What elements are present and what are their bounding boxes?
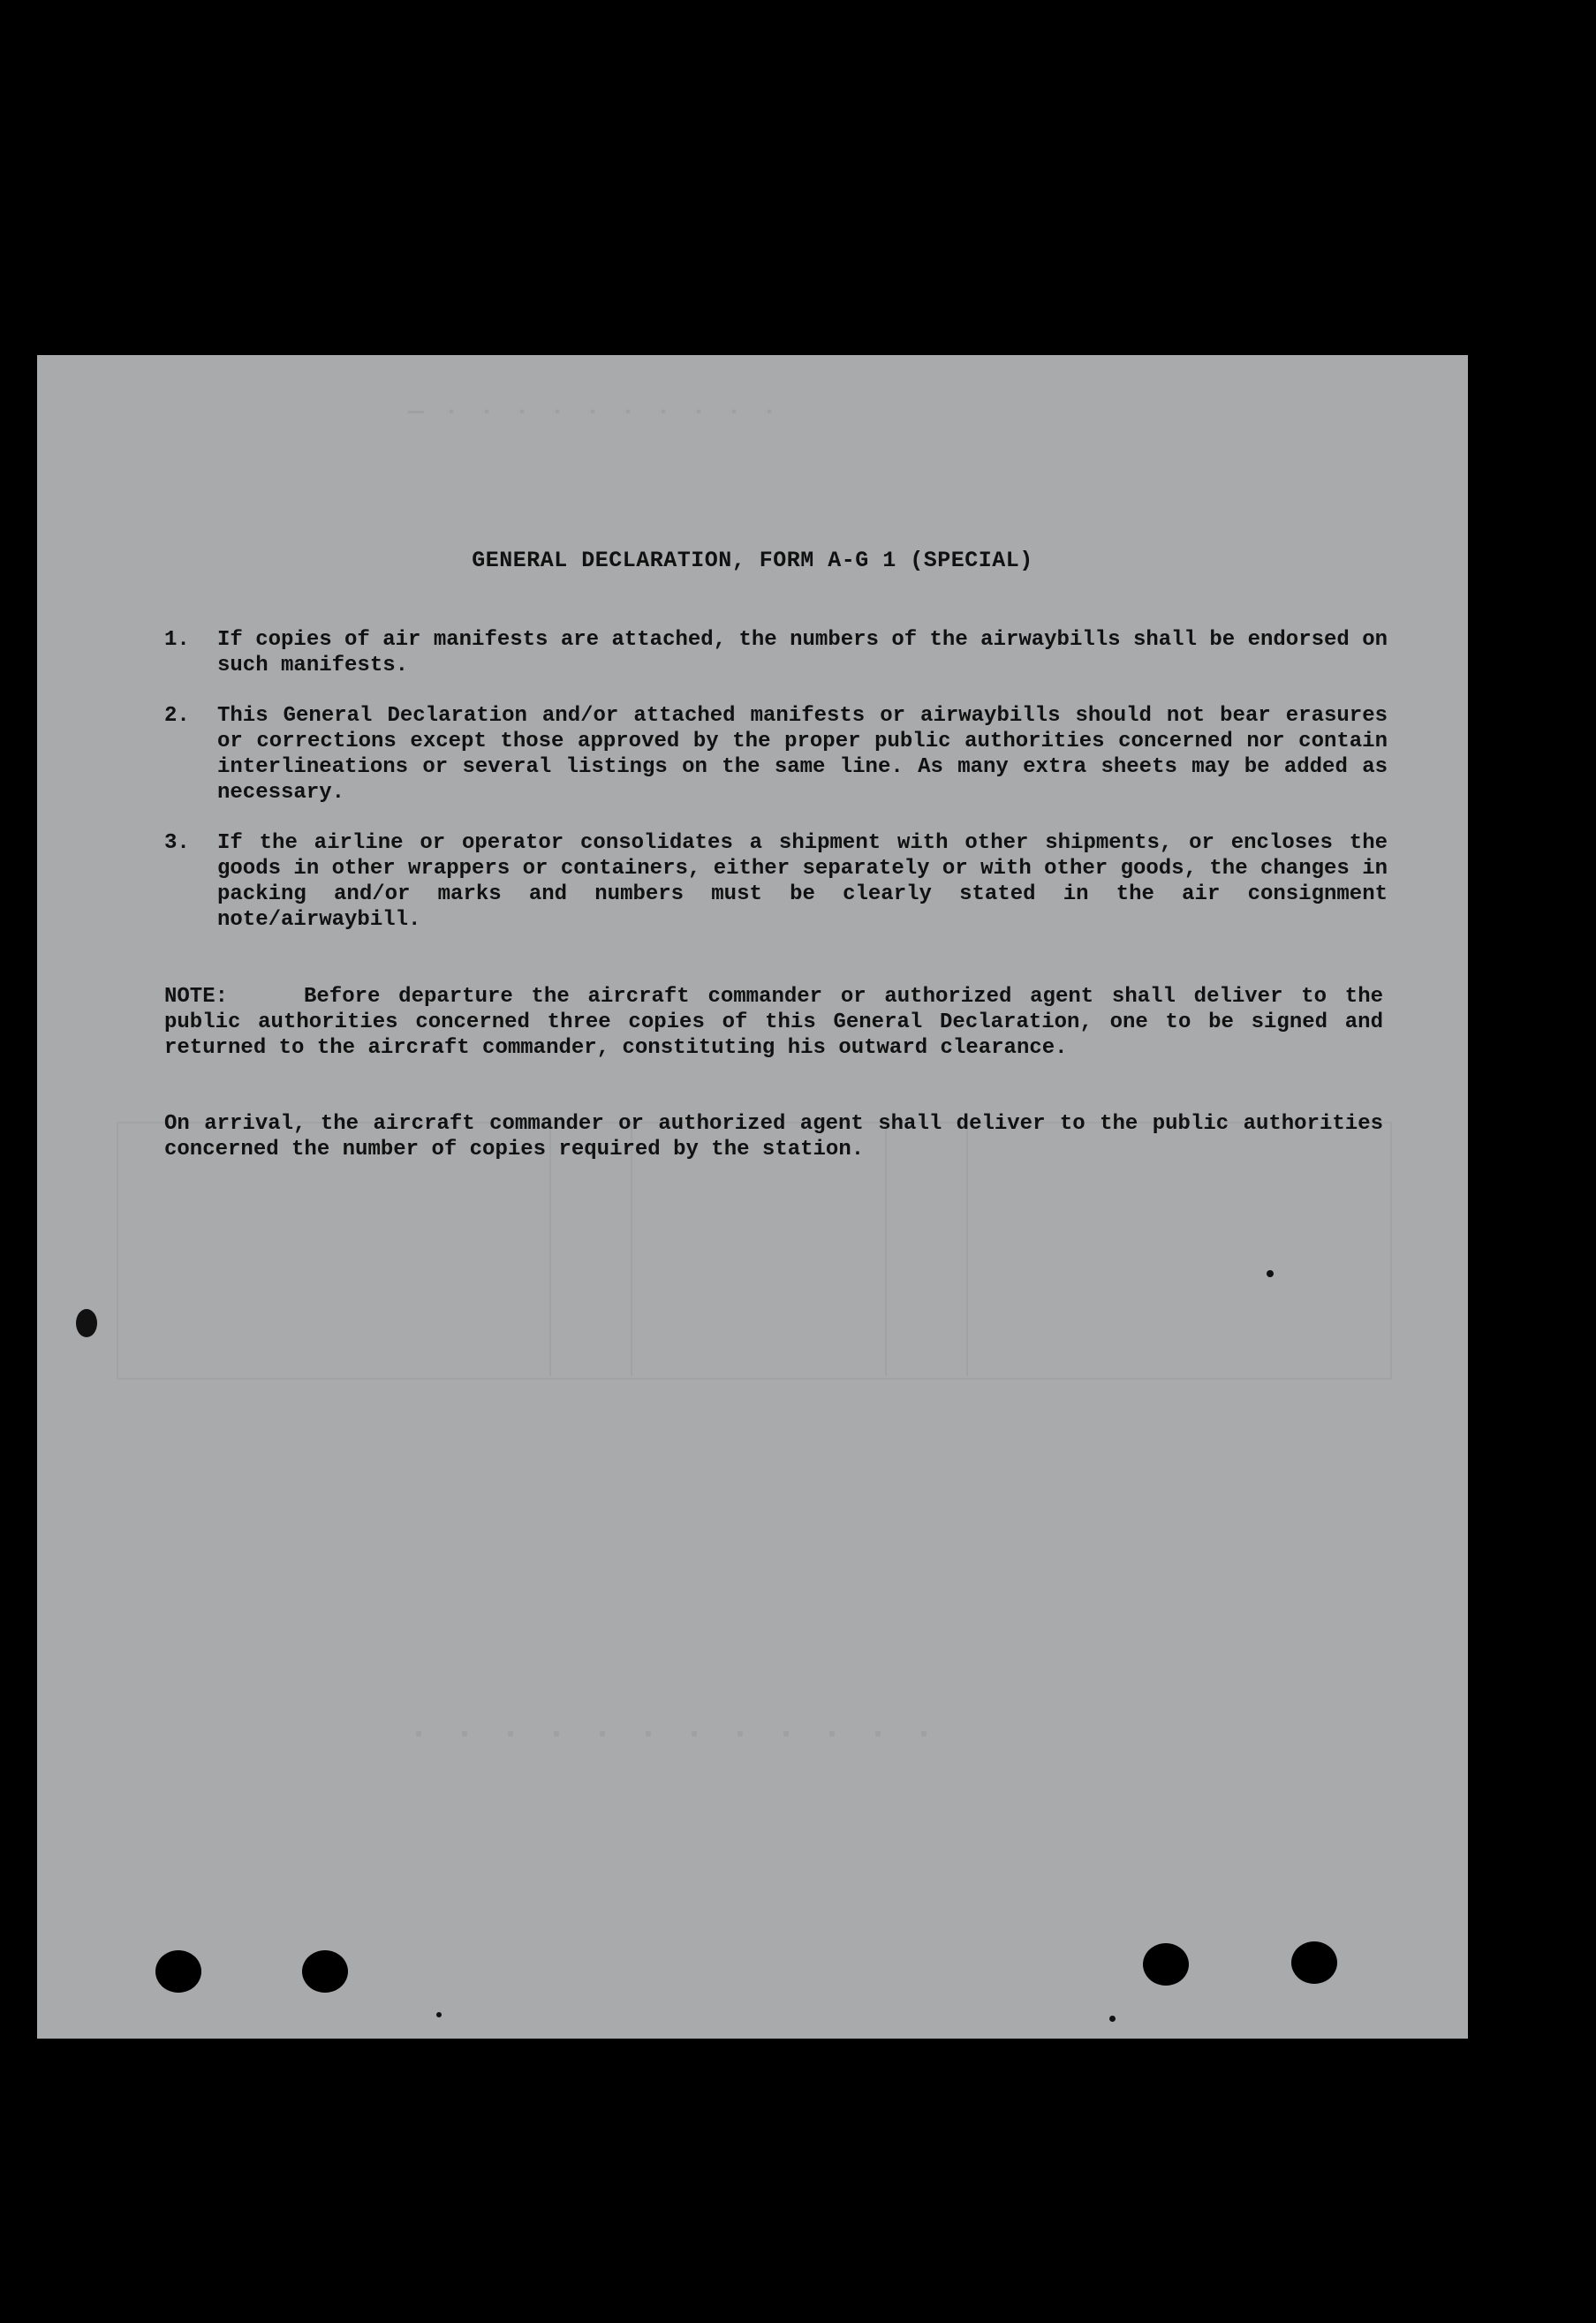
reverse-side-show-through: — · · · · · · · · · · bbox=[408, 397, 780, 428]
ink-speck bbox=[1109, 2016, 1116, 2022]
reverse-side-show-through: · · · · · · · · · · · · bbox=[408, 1715, 937, 1755]
punch-hole bbox=[1291, 1941, 1337, 1984]
note-text: Before departure the aircraft commander or authorized agent shall deliver to the public authorities concerned three copies of this General Declaration, one to be signed and returned to the aircraft commander, constituting his outward clearance. bbox=[164, 985, 1383, 1060]
punch-hole bbox=[302, 1950, 348, 1993]
item-number: 3. bbox=[164, 831, 190, 855]
note-paragraph bbox=[164, 984, 1383, 1061]
ink-speck bbox=[1267, 1270, 1274, 1277]
item-text: This General Declaration and/or attached manifests or airwaybills should not bear erasures or corrections except those approved by the proper public authorities concerned nor contain interlineations or several listings on the same line. As many extra sheets may be added as necessary. bbox=[217, 704, 1388, 805]
ink-speck bbox=[436, 2012, 442, 2017]
note-label: NOTE: bbox=[164, 985, 229, 1009]
item-number: 2. bbox=[164, 704, 190, 728]
item-text: If the airline or operator consolidates a shipment with other shipments, or encloses the goods in other wrappers or containers, either separately or with other goods, the changes in packing and/or marks and numbers must be clearly stated in the air consignment note/airwaybill. bbox=[217, 831, 1388, 932]
page-title: GENERAL DECLARATION, FORM A-G 1 (SPECIAL) bbox=[472, 548, 1033, 573]
arrival-paragraph: On arrival, the aircraft commander or authorized agent shall deliver to the public authorities concerned the number of copies required by the station. bbox=[164, 1112, 1383, 1162]
punch-hole bbox=[1143, 1943, 1189, 1986]
item-number: 1. bbox=[164, 628, 190, 652]
document-page bbox=[37, 355, 1468, 2039]
punch-hole bbox=[155, 1950, 201, 1993]
item-text: If copies of air manifests are attached, the numbers of the airwaybills shall be endorsed on such manifests. bbox=[217, 628, 1388, 677]
ink-blot bbox=[76, 1309, 97, 1337]
